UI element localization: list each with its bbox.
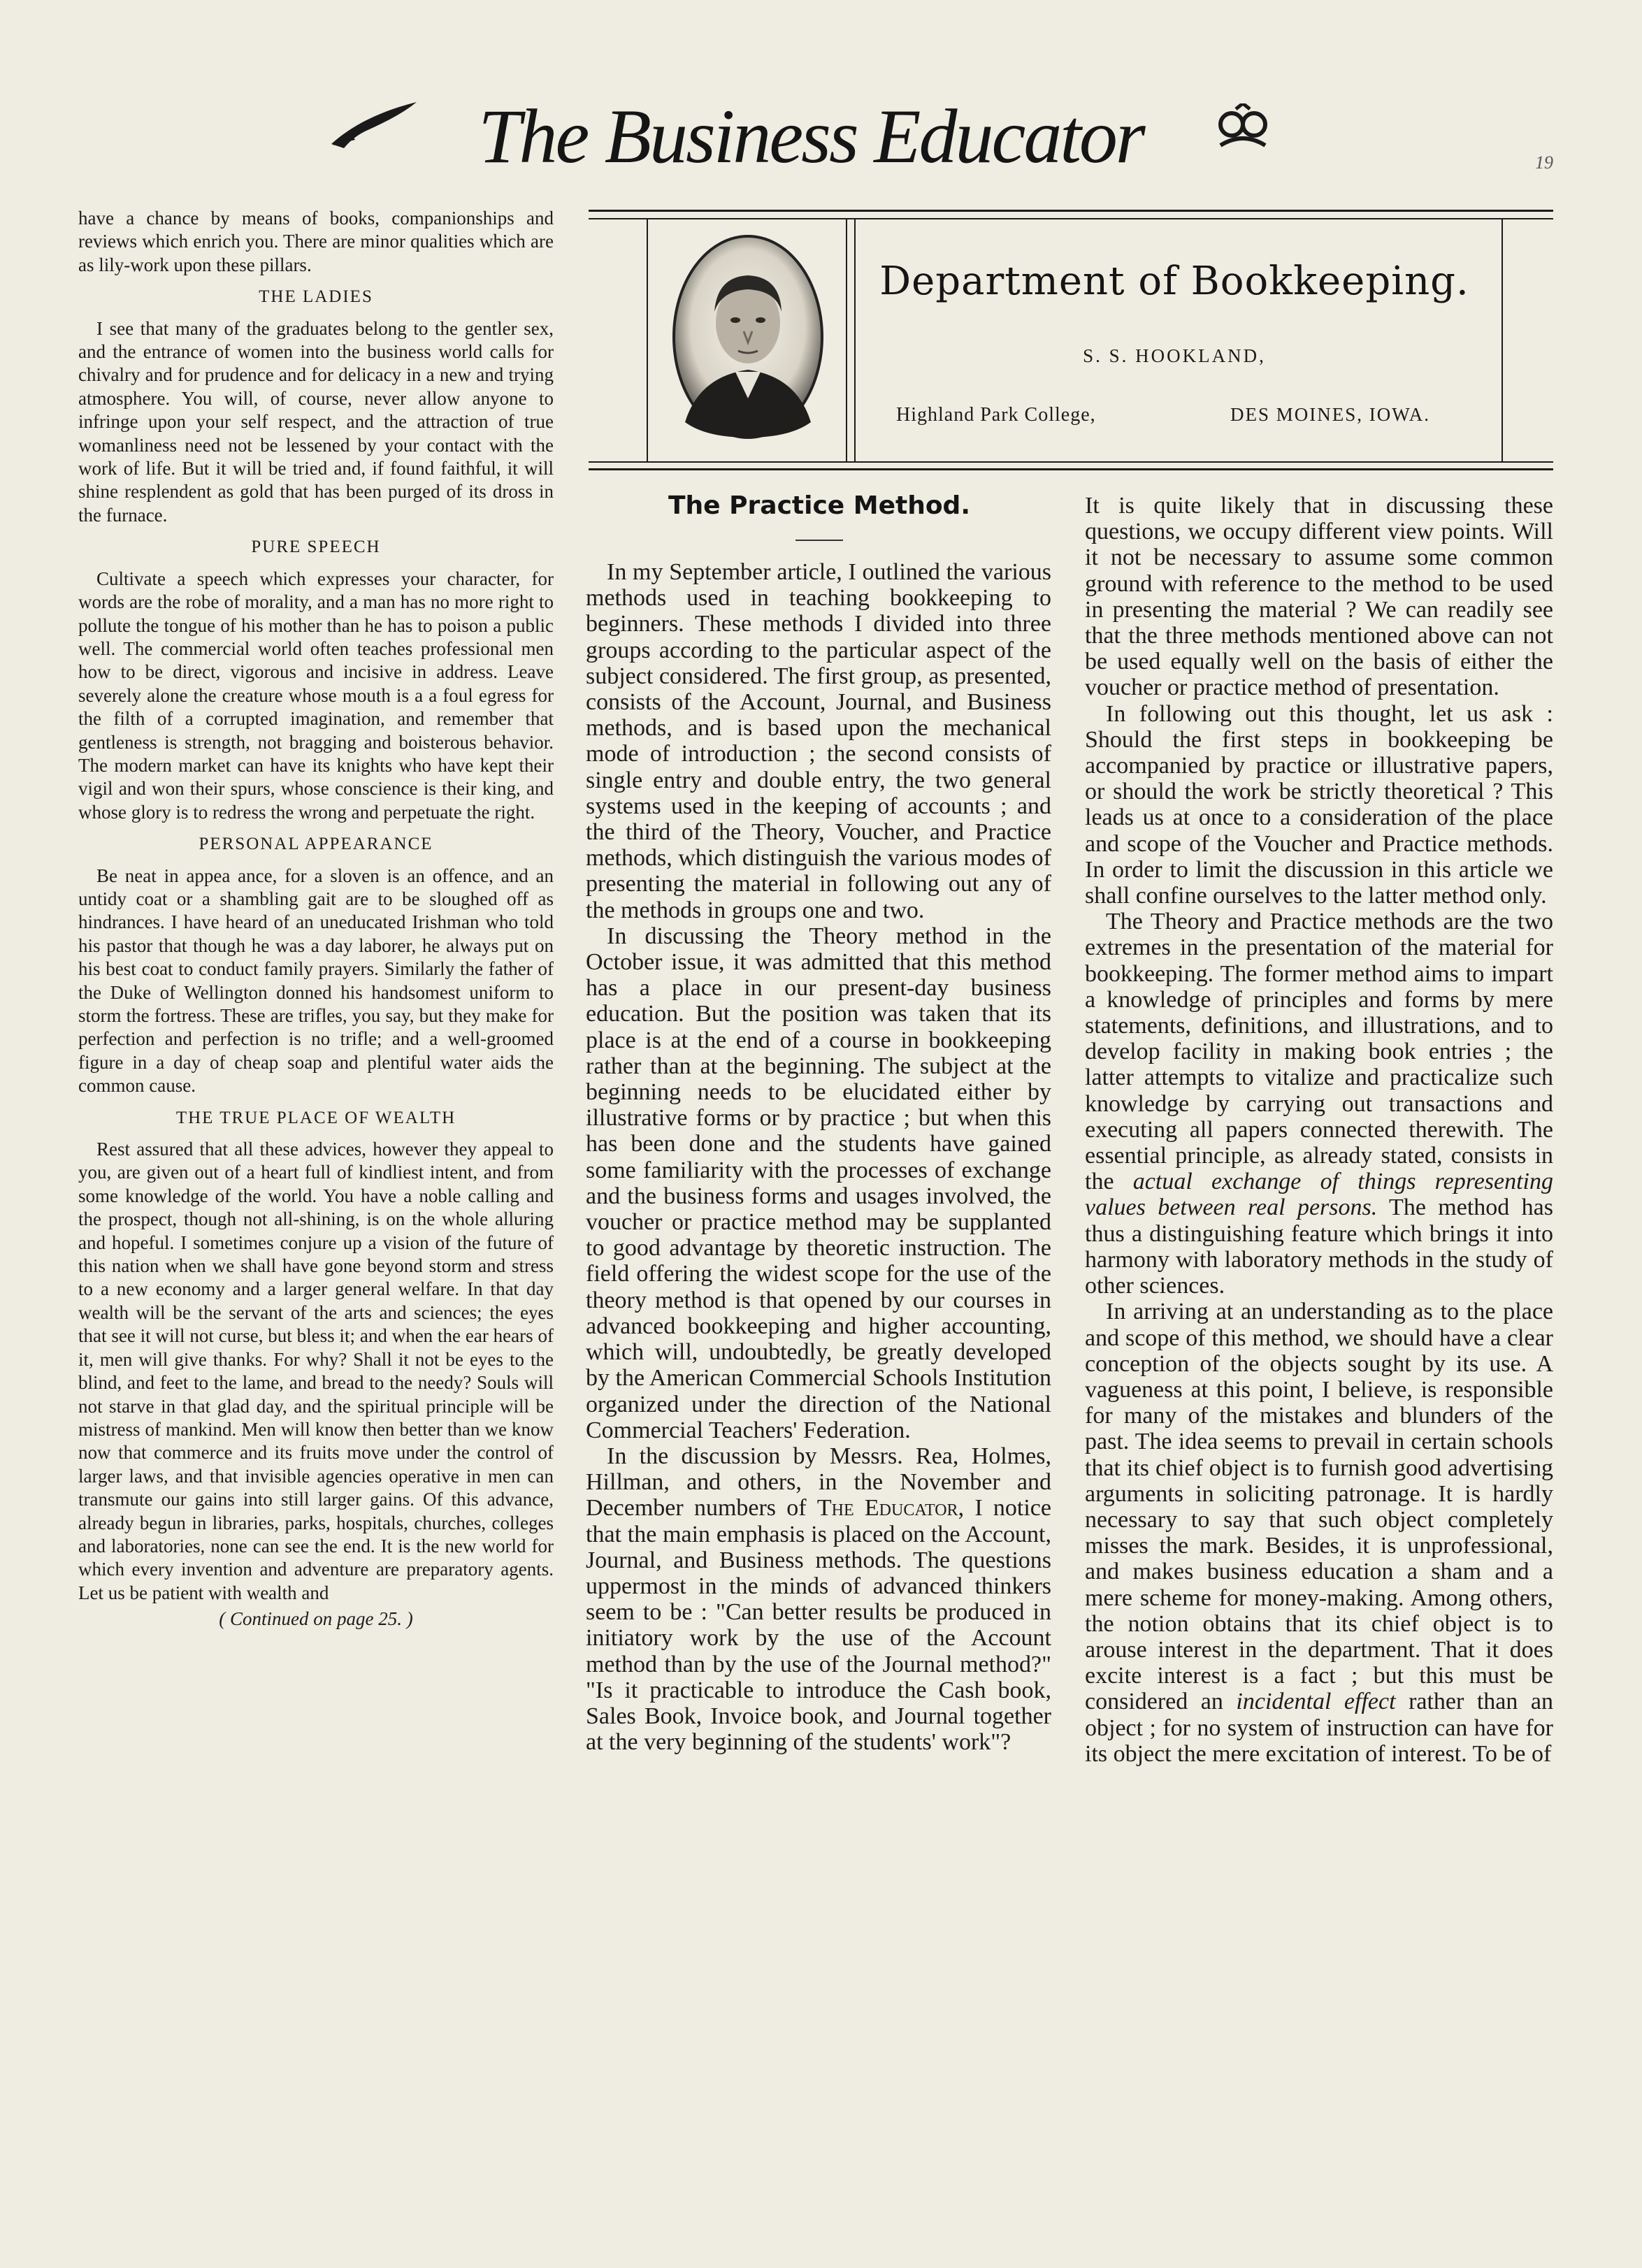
text-run: In the discussion by Messrs. Rea, Holmes, Hillman, and others, in the November and December numbers of [586, 1443, 1051, 1522]
section-text-pure-speech: Cultivate a speech which expresses your character, for words are the robe of morality, and a man has no more right to pollute the tongue of his mother than he has to poison a public well. The commercial world often teaches professional men how to be direct, vigorous and incisive in address. Leave severely alone the creature whose mouth is a a foul egress for the filth of a corrupted imagination, and remember that gentleness is strength, not bragging and boisterous behavior. The modern market can have its knights who have kept their vigil and won their spurs, whose conscience is their king, and whose glory is to redress the wrong and perpetuate the right. [78, 568, 554, 823]
emphasis-text: actual exchange of things representing values between real persons. [1085, 1169, 1553, 1221]
author-college: Highland Park College, [896, 404, 1096, 426]
author-portrait [671, 233, 825, 440]
department-title: Department of Bookkeeping. [879, 259, 1469, 304]
article-column-middle [586, 559, 1051, 1755]
article-paragraph: In my September article, I outlined the various methods used in teaching bookkeeping to beginners. These methods I divided into three groups according to the particular aspect of the subject considered. The first group, as presented, consists of the Account, Journal, and Business methods, and is based upon the mechanical mode of introduction ; the second consists of single entry and double entry, the two general systems used in the keeping of accounts ; and the third of the Theory, Voucher, and Practice methods, which distinguish the various modes of presenting the material in following out any of the methods in groups one and two. [586, 559, 1051, 923]
section-heading-true-place-of-wealth: THE TRUE PLACE OF WEALTH [175, 1108, 456, 1127]
emphasis-text: incidental effect [1236, 1689, 1396, 1715]
article-paragraph: It is quite likely that in discussing these questions, we occupy different view points. Will it not be necessary to assume some common ground with reference to the method to be used in presenting the material ? We can readily see that the three methods mentioned above can not be used equally well on the basis of either the voucher or practice method of presentation. [1085, 493, 1553, 701]
header-divider-left [647, 218, 648, 463]
masthead-title: The Business Educator [478, 94, 1144, 179]
header-divider-right [1501, 218, 1503, 463]
article-paragraph [586, 1443, 1051, 1755]
author-name: S. S. HOOKLAND, [1083, 345, 1266, 366]
section-text-ladies: I see that many of the graduates belong to the gentler sex, and the entrance of women into the business world calls for chivalry and for prudence and for delicacy in a new and trying atmosphere. You will, of course, never allow anyone to infringe upon your self respect, and the attraction of true womanliness need not be lessened by your contact with the work of life. But it will be tried and, if found faithful, it will shine resplendent as gold that has been purged of its dross in the furnace. [78, 317, 554, 526]
text-run: In arriving at an understanding as to the place and scope of this method, we should have a clear conception of the objects sought by its use. A vagueness at this point, I believe, is responsible for many of the mistakes and blunders of the past. The idea seems to prevail in certain schools that its chief object is to furnish good advertising arguments in soliciting patronage. It is hardly necessary to say that such object completely misses the mark. Besides, it is unprofessional, and makes business education a sham and a mere scheme for money-making. Among others, the notion obtains that its chief object is to arouse interest in the department. That it does excite interest is a fact ; but this must be considered an [1085, 1299, 1553, 1715]
article-paragraph: In discussing the Theory method in the October issue, it was admitted that this method has a place in our present-day business education. But the position was taken that its place is at the end of a course in bookkeeping rather than at the beginning. The subject at the beginning needs to be elucidated either by illustrative forms or by practice ; but when this has been done and the students have gained some familiarity with the processes of exchange and the business forms and usages involved, the voucher or practice method may be supplanted to good advantage by theoretic instruction. The field offering the widest scope for the use of the theory method is that opened by our courses in advanced bookkeeping and higher accounting, which will, undoubtedly, be greatly developed by the American Commercial Schools Institution organized under the direction of the National Commercial Teachers' Federation. [586, 923, 1051, 1443]
header-divider-mid-2 [854, 218, 856, 463]
header-rule-bottom [589, 468, 1553, 470]
section-text-personal-appearance: Be neat in appea ance, for a sloven is an offence, and an untidy coat or a shambling gait are to be sloughed off as hindrances. I have heard of an uneducated Irishman who told his pastor that though he was a day laborer, he always put on his best coat to conduct family prayers. Similarly the father of the Duke of Wellington donned his handsomest uniform to storm the fortress. These are trifles, you say, but they make for perfection and perfection is no trifle; and a well-groomed figure in a day of cheap soap and plentiful water aids the common cause. [78, 865, 554, 1097]
author-city: DES MOINES, IOWA. [1230, 404, 1430, 425]
text-run: The Theory and Practice methods are the two extremes in the presentation of the material for bookkeeping. The former method aims to impart a knowledge of principles and forms by mere statements, definitions, and illustrations, and to develop facility in making book entries ; the latter attempts to vitalize and practicalize such knowledge by carrying out transactions and executing all papers connected therewith. The essential principle, as already stated, consists in the [1085, 909, 1553, 1195]
text-run: rather than an object ; for no system of instruction can have for its object the mere excitation of interest. To be of [1085, 1689, 1554, 1767]
section-heading-pure-speech: PURE SPEECH [251, 537, 381, 557]
article-paragraph [1085, 1299, 1553, 1767]
article-column-right [1085, 493, 1553, 1767]
article-paragraph: In following out this thought, let us ask : Should the first steps in bookkeeping be accompanied by practice or illustrative papers, or should the work be strictly theoretical ? This leads us at once to a consideration of the place and scope of the Voucher and Practice methods. In order to limit the discussion in this article we shall confine ourselves to the latter method only. [1085, 700, 1553, 909]
header-rule-top [589, 210, 1553, 212]
educator-name: The Educator [816, 1495, 958, 1522]
article-paragraph [1085, 909, 1553, 1299]
continued-note: ( Continued on page 25. ) [219, 1608, 413, 1630]
header-rule-bottom-inner [589, 461, 1553, 463]
section-text-true-place-of-wealth: Rest assured that all these advices, however they appeal to you, are given out of a heart full of kindliest intent, and from some knowledge of the world. You have a noble calling and the prospect, though not all-shining, is on the whole alluring and hopeful. I sometimes conjure up a vision of the future of this nation when we shall have gone beyond storm and stress to a new economy and a larger general welfare. In that day wealth will be the servant of the arts and sciences; the eyes that see it will not curse, but bless it; and when the ear hears of it, men will give thanks. For why? Shall it not be eyes to the blind, and feet to the lame, and bread to the needy? Souls will not starve in that glad day, and the spiritual principle will be mistress of mankind. Men will know then better than we know now that commerce and its fruits move under the control of larger laws, and that invisible agencies operative in men can transmute our gains into still larger gains. Of this advance, already begun in libraries, parks, hospitals, churches, colleges and laboratories, none can see the end. It is the new world for which every invention and adventure are preparatory agents. Let us be patient with wealth and [78, 1139, 554, 1603]
header-divider-mid [846, 218, 847, 463]
page-number: 19 [1535, 152, 1553, 173]
section-heading-ladies: THE LADIES [259, 287, 373, 307]
quill-pen-icon [329, 99, 419, 150]
article-title: The Practice Method. [668, 491, 970, 520]
text-run: The method has thus a distinguishing feature which brings it into harmony with laboratory methods in the study of other sciences. [1085, 1194, 1554, 1299]
section-heading-personal-appearance: PERSONAL APPEARANCE [199, 835, 433, 854]
left-intro: have a chance by means of books, companionships and reviews which enrich you. There are minor qualities which are as lily-work upon these pillars. [78, 208, 554, 275]
title-rule [795, 540, 843, 541]
emblem-icon [1215, 103, 1271, 154]
text-run: , I notice that the main emphasis is placed on the Account, Journal, and Business methods. The questions uppermost in the minds of advanced thinkers seem to be : "Can better results be produced in initiatory work by the use of the Account method than by the use of the Journal method?" "Is it practicable to introduce the Cash book, Sales Book, Invoice book, and Journal together at the very beginning of the students' work"? [586, 1495, 1051, 1756]
header-rule-top-inner [589, 218, 1553, 219]
masthead [0, 91, 1642, 189]
left-column [78, 207, 554, 1631]
